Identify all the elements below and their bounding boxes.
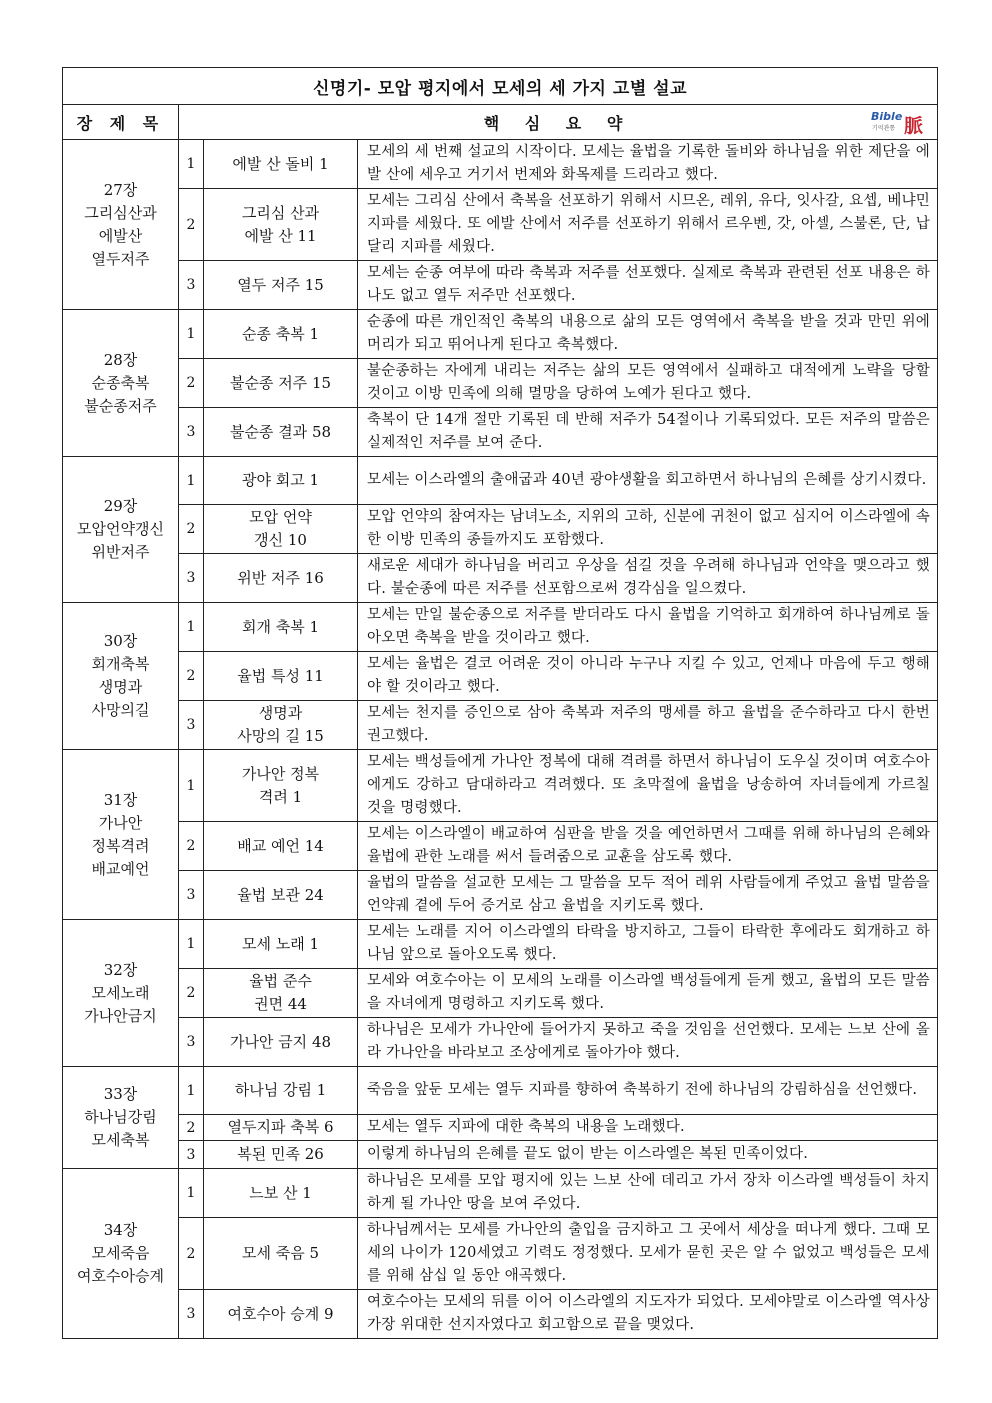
section-title: 율법 보관 24 bbox=[204, 871, 358, 920]
chapter-title: 29장 모압언약갱신 위반저주 bbox=[63, 457, 179, 603]
section-summary: 율법의 말씀을 설교한 모세는 그 말씀을 모두 적어 레위 사람들에게 주었고 율법 말씀을 언약궤 곁에 두어 증거로 삼고 율법을 지키도록 했다. bbox=[358, 871, 938, 920]
section-summary: 모세는 천지를 증인으로 삼아 축복과 저주의 맹세를 하고 율법을 준수하라고 다시 한번 권고했다. bbox=[358, 701, 938, 750]
section-title: 모세 노래 1 bbox=[204, 920, 358, 969]
section-summary: 모세는 순종 여부에 따라 축복과 저주를 선포했다. 실제로 축복과 관련된 선포 내용은 하나도 없고 열두 저주만 선포했다. bbox=[358, 261, 938, 310]
table-row bbox=[63, 603, 938, 652]
section-number: 1 bbox=[179, 310, 204, 359]
section-title: 율법 특성 11 bbox=[204, 652, 358, 701]
summary-table bbox=[62, 67, 938, 1339]
section-number: 1 bbox=[179, 603, 204, 652]
chapter-title: 34장 모세죽음 여호수아승계 bbox=[63, 1169, 179, 1339]
header-chapter: 장 제 목 bbox=[63, 105, 179, 140]
section-summary: 하나님께서는 모세를 가나안의 출입을 금지하고 그 곳에서 세상을 떠나게 했다. 그때 모세의 나이가 120세였고 기력도 정정했다. 모세가 묻힌 곳은 알 수 없었고 백성들은 모세를 위해 삼십 일 동안 애곡했다. bbox=[358, 1218, 938, 1290]
header-row bbox=[63, 105, 938, 140]
section-title: 여호수아 승계 9 bbox=[204, 1290, 358, 1339]
section-title: 순종 축복 1 bbox=[204, 310, 358, 359]
table-row bbox=[63, 408, 938, 457]
section-number: 2 bbox=[179, 359, 204, 408]
section-summary: 하나님은 모세를 모압 평지에 있는 느보 산에 데리고 가서 장차 이스라엘 백성들이 차지하게 될 가나안 땅을 보여 주었다. bbox=[358, 1169, 938, 1218]
table-row bbox=[63, 1067, 938, 1115]
section-summary: 모세는 그리심 산에서 축복을 선포하기 위해서 시므온, 레위, 유다, 잇사갈, 요셉, 베냐민 지파를 세웠다. 또 에발 산에서 저주를 선포하기 위해서 르우벤, 갓, 아셀, 스불론, 단, 납달리 지파를 세웠다. bbox=[358, 189, 938, 261]
header-summary-label: 핵 심 요 약 bbox=[483, 113, 633, 133]
table-row bbox=[63, 701, 938, 750]
section-number: 2 bbox=[179, 969, 204, 1018]
section-title: 위반 저주 16 bbox=[204, 554, 358, 603]
section-number: 3 bbox=[179, 1290, 204, 1339]
section-title: 에발 산 돌비 1 bbox=[204, 140, 358, 189]
table-row bbox=[63, 189, 938, 261]
table-row bbox=[63, 969, 938, 1018]
table-row bbox=[63, 457, 938, 505]
section-summary: 모세는 이스라엘의 출애굽과 40년 광야생활을 회고하면서 하나님의 은혜를 상기시켰다. bbox=[358, 457, 938, 505]
table-row bbox=[63, 310, 938, 359]
section-title: 불순종 저주 15 bbox=[204, 359, 358, 408]
chapter-title: 31장 가나안 정복격려 배교예언 bbox=[63, 750, 179, 920]
table-row bbox=[63, 1115, 938, 1141]
section-summary: 모압 언약의 참여자는 남녀노소, 지위의 고하, 신분에 귀천이 없고 심지어 이스라엘에 속한 이방 민족의 종들까지도 포함했다. bbox=[358, 505, 938, 554]
chapter-title: 33장 하나님강림 모세축복 bbox=[63, 1067, 179, 1169]
section-number: 3 bbox=[179, 554, 204, 603]
page-title: 신명기- 모압 평지에서 모세의 세 가지 고별 설교 bbox=[63, 68, 938, 105]
table-row bbox=[63, 652, 938, 701]
section-number: 3 bbox=[179, 701, 204, 750]
chapter-title: 30장 회개축복 생명과 사망의길 bbox=[63, 603, 179, 750]
section-number: 2 bbox=[179, 505, 204, 554]
section-number: 1 bbox=[179, 457, 204, 505]
logo-mark: 脈 bbox=[904, 115, 924, 137]
table-row bbox=[63, 822, 938, 871]
table-row bbox=[63, 140, 938, 189]
section-number: 2 bbox=[179, 822, 204, 871]
section-summary: 불순종하는 자에게 내리는 저주는 삶의 모든 영역에서 실패하고 대적에게 노략을 당할 것이고 이방 민족에 의해 멸망을 당하여 노예가 된다고 했다. bbox=[358, 359, 938, 408]
section-summary: 모세는 백성들에게 가나안 정복에 대해 격려를 하면서 하나님이 도우실 것이며 여호수아에게도 강하고 담대하라고 격려했다. 또 초막절에 율법을 낭송하여 자녀들에게 가르칠 것을 명령했다. bbox=[358, 750, 938, 822]
table-row bbox=[63, 359, 938, 408]
section-summary: 축복이 단 14개 절만 기록된 데 반해 저주가 54절이나 기록되었다. 모든 저주의 말씀은 실제적인 저주를 보여 준다. bbox=[358, 408, 938, 457]
section-title: 가나안 금지 48 bbox=[204, 1018, 358, 1067]
table-row bbox=[63, 750, 938, 822]
section-number: 3 bbox=[179, 1141, 204, 1169]
section-summary: 순종에 따른 개인적인 축복의 내용으로 삶의 모든 영역에서 축복을 받을 것과 만민 위에 머리가 되고 뛰어나게 된다고 축복했다. bbox=[358, 310, 938, 359]
section-number: 1 bbox=[179, 920, 204, 969]
table-row bbox=[63, 1169, 938, 1218]
logo-sub: 기억관통 bbox=[872, 125, 896, 132]
section-title: 광야 회고 1 bbox=[204, 457, 358, 505]
section-number: 3 bbox=[179, 871, 204, 920]
document bbox=[62, 67, 937, 1339]
section-number: 3 bbox=[179, 261, 204, 310]
section-summary: 새로운 세대가 하나님을 버리고 우상을 섬길 것을 우려해 하나님과 언약을 맺으라고 했다. 불순종에 따른 저주를 선포함으로써 경각심을 일으켰다. bbox=[358, 554, 938, 603]
chapter-title: 28장 순종축복 불순종저주 bbox=[63, 310, 179, 457]
section-title: 열두지파 축복 6 bbox=[204, 1115, 358, 1141]
table-row bbox=[63, 261, 938, 310]
section-title: 생명과 사망의 길 15 bbox=[204, 701, 358, 750]
bible-logo bbox=[871, 111, 923, 135]
section-title: 모압 언약 갱신 10 bbox=[204, 505, 358, 554]
section-title: 하나님 강림 1 bbox=[204, 1067, 358, 1115]
section-title: 느보 산 1 bbox=[204, 1169, 358, 1218]
section-number: 3 bbox=[179, 1018, 204, 1067]
header-summary bbox=[179, 105, 938, 140]
section-number: 1 bbox=[179, 1067, 204, 1115]
section-number: 1 bbox=[179, 1169, 204, 1218]
section-title: 불순종 결과 58 bbox=[204, 408, 358, 457]
section-number: 3 bbox=[179, 408, 204, 457]
table-row bbox=[63, 920, 938, 969]
section-summary: 하나님은 모세가 가나안에 들어가지 못하고 죽을 것임을 선언했다. 모세는 느보 산에 올라 가나안을 바라보고 조상에게로 돌아가야 했다. bbox=[358, 1018, 938, 1067]
section-summary: 죽음을 앞둔 모세는 열두 지파를 향하여 축복하기 전에 하나님의 강림하심을 선언했다. bbox=[358, 1067, 938, 1115]
table-row bbox=[63, 1218, 938, 1290]
chapter-title: 32장 모세노래 가나안금지 bbox=[63, 920, 179, 1067]
section-number: 2 bbox=[179, 652, 204, 701]
table-row bbox=[63, 1290, 938, 1339]
logo-brand: Bible bbox=[871, 110, 903, 123]
table-row bbox=[63, 1018, 938, 1067]
section-number: 2 bbox=[179, 1218, 204, 1290]
table-row bbox=[63, 1141, 938, 1169]
section-title: 열두 저주 15 bbox=[204, 261, 358, 310]
section-title: 율법 준수 권면 44 bbox=[204, 969, 358, 1018]
chapter-title: 27장 그리심산과 에발산 열두저주 bbox=[63, 140, 179, 310]
section-summary: 모세와 여호수아는 이 모세의 노래를 이스라엘 백성들에게 듣게 했고, 율법의 모든 말씀을 자녀에게 명령하고 지키도록 했다. bbox=[358, 969, 938, 1018]
section-number: 1 bbox=[179, 140, 204, 189]
table-row bbox=[63, 554, 938, 603]
section-summary: 모세는 노래를 지어 이스라엘의 타락을 방지하고, 그들이 타락한 후에라도 회개하고 하나님 앞으로 돌아오도록 했다. bbox=[358, 920, 938, 969]
section-title: 복된 민족 26 bbox=[204, 1141, 358, 1169]
section-summary: 모세는 열두 지파에 대한 축복의 내용을 노래했다. bbox=[358, 1115, 938, 1141]
section-summary: 모세는 율법은 결코 어려운 것이 아니라 누구나 지킬 수 있고, 언제나 마음에 두고 행해야 할 것이라고 했다. bbox=[358, 652, 938, 701]
table-row bbox=[63, 871, 938, 920]
title-row bbox=[63, 68, 938, 105]
section-summary: 모세의 세 번째 설교의 시작이다. 모세는 율법을 기록한 돌비와 하나님을 위한 제단을 에발 산에 세우고 거기서 번제와 화목제를 드리라고 했다. bbox=[358, 140, 938, 189]
section-title: 배교 예언 14 bbox=[204, 822, 358, 871]
section-title: 모세 죽음 5 bbox=[204, 1218, 358, 1290]
table-row bbox=[63, 505, 938, 554]
section-title: 그리심 산과 에발 산 11 bbox=[204, 189, 358, 261]
section-summary: 모세는 이스라엘이 배교하여 심판을 받을 것을 예언하면서 그때를 위해 하나님의 은혜와 율법에 관한 노래를 써서 들려줌으로 교훈을 삼도록 했다. bbox=[358, 822, 938, 871]
section-summary: 여호수아는 모세의 뒤를 이어 이스라엘의 지도자가 되었다. 모세야말로 이스라엘 역사상 가장 위대한 선지자였다고 회고함으로 끝을 맺었다. bbox=[358, 1290, 938, 1339]
section-summary: 이렇게 하나님의 은혜를 끝도 없이 받는 이스라엘은 복된 민족이었다. bbox=[358, 1141, 938, 1169]
section-title: 회개 축복 1 bbox=[204, 603, 358, 652]
section-number: 2 bbox=[179, 1115, 204, 1141]
section-title: 가나안 정복 격려 1 bbox=[204, 750, 358, 822]
section-number: 1 bbox=[179, 750, 204, 822]
section-number: 2 bbox=[179, 189, 204, 261]
section-summary: 모세는 만일 불순종으로 저주를 받더라도 다시 율법을 기억하고 회개하여 하나님께로 돌아오면 축복을 받을 것이라고 했다. bbox=[358, 603, 938, 652]
